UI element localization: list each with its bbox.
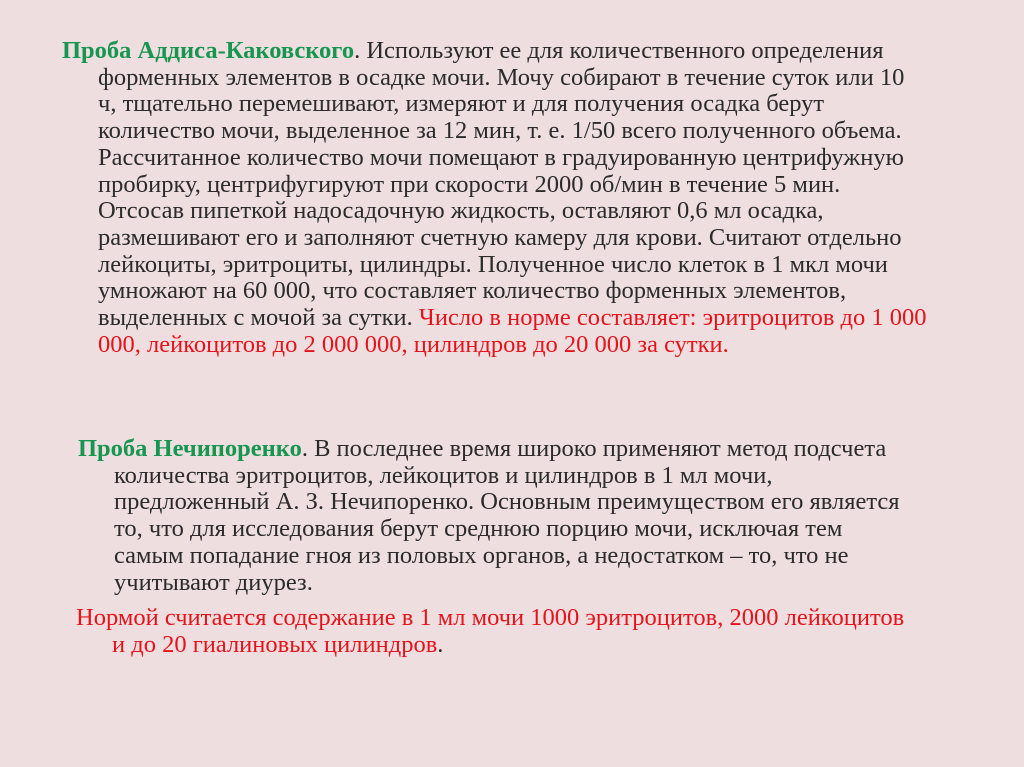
- nechiporenko-body: В последнее время широко применяют метод подсчета количества эритроцитов, лейкоцитов и цилиндров в 1 мл мочи, предложенный А. З. Нечипоренко. Основным преимуществом его является то, что для исследования берут среднюю порцию мочи, исключая тем самым попадание гноя из половых органов, а недостатком – то, что не учитывают диурез.: [114, 435, 900, 596]
- addis-kakovsky-body: Используют ее для количественного определения форменных элементов в осадке мочи. Мочу собирают в течение суток или 10 ч, тщательно перемешивают, измеряют и для получения осадка берут количество мочи, выделенное за 12 мин, т. е. 1/50 всего полученного объема. Рассчитанное количество мочи помещают в градуированную центрифужную пробирку, центрифугируют при скорости 2000 об/мин в течение 5 мин. Отсосав пипеткой надосадочную жидкость, оставляют 0,6 мл осадка, размешивают его и заполняют счетную камеру для крови. Считают отдельно лейкоциты, эритроциты, цилиндры. Полученное число клеток в 1 мкл мочи умножают на 60 000, что составляет количество форменных элементов, выделенных с мочой за сутки.: [98, 37, 905, 332]
- nechiporenko-title-punct: .: [301, 435, 308, 462]
- nechiporenko-norm: Нормой считается содержание в 1 мл мочи 1000 эритроцитов, 2000 лейкоцитов и до 20 гиалиновых цилиндров: [76, 604, 905, 658]
- addis-kakovsky-title: Проба Аддиса-Каковского: [62, 37, 355, 64]
- addis-kakovsky-norm: Число в норме составляет: эритроцитов до 1 000 000, лейкоцитов до 2 000 000, цилиндров до 20 000 за сутки.: [98, 304, 927, 358]
- nechiporenko-norm-paragraph: [76, 604, 912, 658]
- addis-kakovsky-title-punct: .: [354, 37, 361, 64]
- addis-kakovsky-paragraph: [62, 37, 928, 358]
- nechiporenko-paragraph: [78, 435, 914, 596]
- nechiporenko-title: Проба Нечипоренко: [78, 435, 302, 462]
- nechiporenko-norm-end-punct: .: [437, 630, 444, 658]
